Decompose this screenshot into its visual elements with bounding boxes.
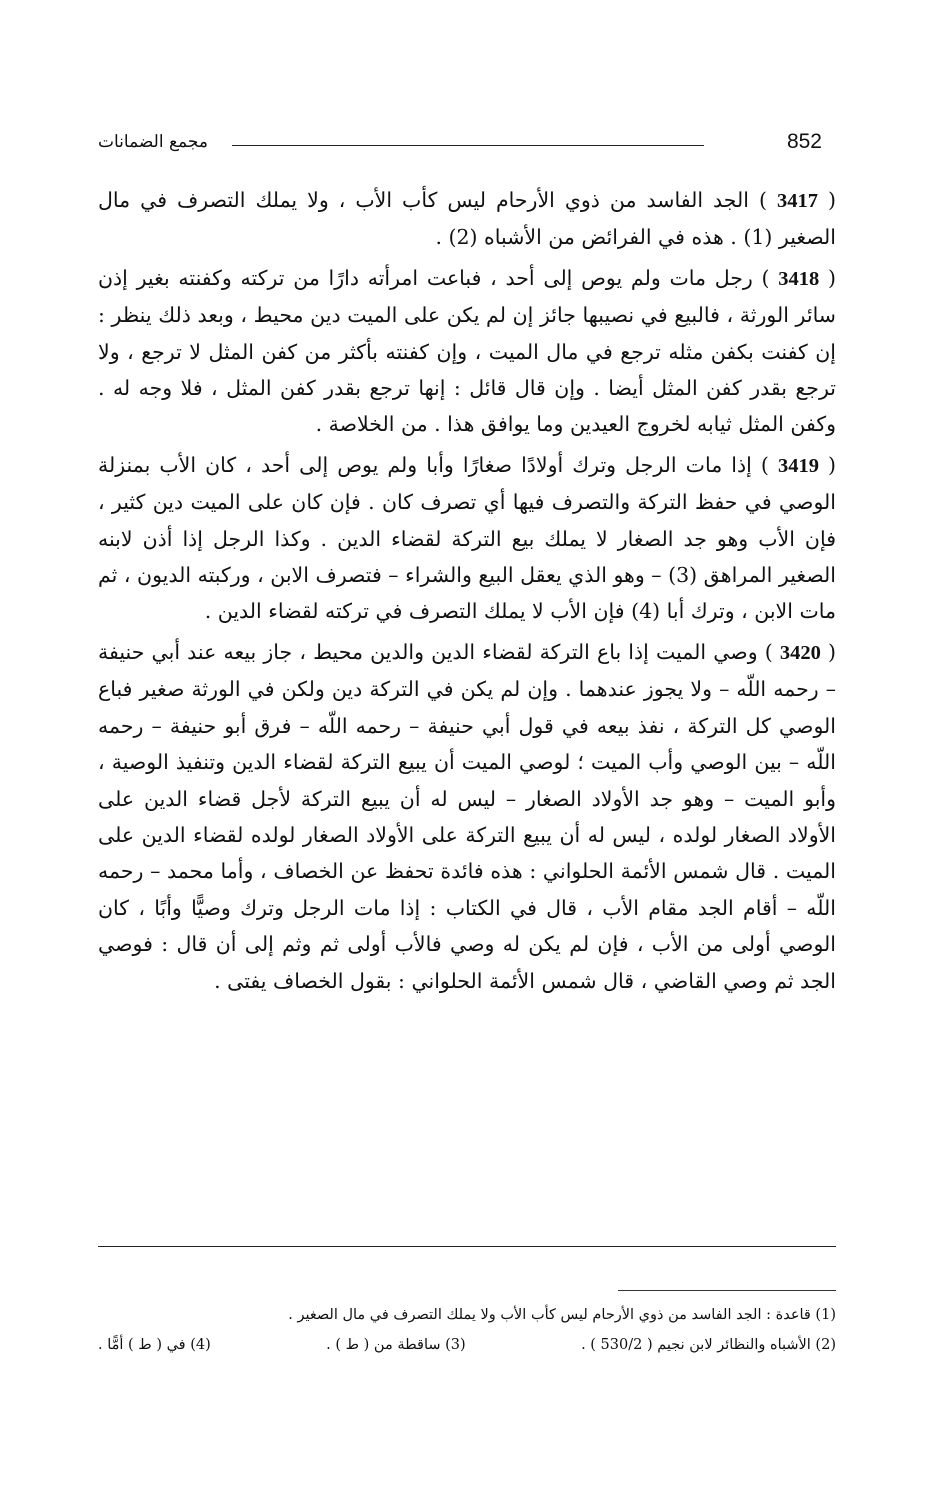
- footnotes: [98, 1300, 836, 1360]
- paragraph-open-paren: (: [820, 639, 837, 664]
- paragraph-text: الجد الفاسد من ذوي الأرحام ليس كأب الأب ، ولا يملك التصرف في مال الصغير (1) . هذه في الفرائض من الأشباه (2) .: [98, 188, 836, 250]
- paragraph-text: رجل مات ولم يوص إلى أحد ، فباعت امرأته دارًا من تركته وكفنته بغير إذن سائر الورثة ، فالبيع في نصيبها جائز إن لم يكن على الميت دين محيط ، وبعد ذلك ينظر : إن كفنت بكفن مثله ترجع في مال الميت ، وإن كفنته بأكثر من كفن المثل لا ترجع ، ولا ترجع بقدر كفن المثل أيضا . وإن قال قائل : إنها ترجع بقدر كفن المثل ، فلا وجه له . وكفن المثل ثيابه لخروج العيدين وما يوافق هذا . من الخلاصة .: [98, 265, 836, 437]
- paragraph-open-paren: (: [818, 452, 837, 477]
- paragraph-open-paren: (: [819, 265, 836, 290]
- footnote-separator: [618, 1290, 836, 1291]
- body-text: [98, 182, 836, 1003]
- header-rule: [232, 145, 704, 146]
- paragraph-3417: [98, 182, 836, 256]
- paragraph-open-paren: (: [818, 188, 837, 212]
- paragraph-text: إذا مات الرجل وترك أولادًا صغارًا وأبا ولم يوص إلى أحد ، كان الأب بمنزلة الوصي في حفظ التركة والتصرف فيها أي تصرف كان . فإن كان على الميت دين كثير ، فإن الأب وهو جد الصغار لا يملك بيع التركة لقضاء الدين . وكذا الرجل إذا أذن لابنه الصغير المراهق (3) – وهو الذي يعقل البيع والشراء – فتصرف الابن ، وركبته الديون ، ثم مات الابن ، وترك أبا (4) فإن الأب لا يملك التصرف في تركته لقضاء الدين .: [98, 452, 837, 624]
- page-header: [98, 120, 836, 160]
- footnote-2: (2) الأشباه والنظائر لابن نجيم ( 530/2 ) .: [581, 1337, 836, 1353]
- footnote-row: [98, 1330, 836, 1360]
- paragraph-close-paren: ): [761, 265, 779, 290]
- page-number: 852: [786, 130, 822, 153]
- paragraph-text: وصي الميت إذا باع التركة لقضاء الدين والدين محيط ، جاز بيعه عند أبي حنيفة – رحمه اللّه – ولا يجوز عندهما . وإن لم يكن في التركة دين ولكن في الورثة صغير فباع الوصي كل التركة ، نفذ بيعه في قول أبي حنيفة – رحمه اللّه – فرق أبو حنيفة – رحمه اللّه – بين الوصي وأب الميت ؛ لوصي الميت أن يبيع التركة لقضاء الدين وتنفيذ الوصية ، وأبو الميت – وهو جد الأولاد الصغار – ليس له أن يبيع التركة لأجل قضاء الدين على الأولاد الصغار لولده ، ليس له أن يبيع التركة على الأولاد الصغار لولده لقضاء الدين على الميت . قال شمس الأئمة الحلواني : هذه فائدة تحفظ عن الخصاف ، وأما محمد – رحمه اللّه – أقام الجد مقام الأب ، قال في الكتاب : إذا مات الرجل وترك وصيًّا وأبًا ، كان الوصي أولى من الأب ، فإن لم يكن له وصي فالأب أولى ثم وثم إلى أن قال : فوصي الجد ثم وصي القاضي ، قال شمس الأئمة الحلواني : بقول الخصاف يفتى .: [98, 639, 836, 993]
- paragraph-number: 3419: [777, 454, 819, 477]
- paragraph-close-paren: ): [760, 452, 778, 477]
- paragraph-3418: [98, 260, 836, 443]
- paragraph-number: 3420: [779, 641, 821, 664]
- footnote-3: (3) ساقطة من ( ط ) .: [326, 1337, 466, 1353]
- paragraph-number: 3418: [778, 267, 820, 290]
- footnote-1: (1) قاعدة : الجد الفاسد من ذوي الأرحام ليس كأب الأب ولا يملك التصرف في مال الصغير .: [288, 1307, 836, 1323]
- body-end-rule: [98, 1246, 836, 1247]
- book-page: [98, 120, 836, 1380]
- paragraph-3419: [98, 447, 836, 630]
- paragraph-number: 3417: [777, 190, 818, 212]
- paragraph-close-paren: ): [764, 639, 780, 664]
- paragraph-3420: [98, 634, 836, 999]
- book-title: مجمع الضمانات: [98, 132, 208, 152]
- paragraph-close-paren: ): [758, 188, 777, 212]
- footnote-4: (4) في ( ط ) أمًّا .: [98, 1337, 211, 1353]
